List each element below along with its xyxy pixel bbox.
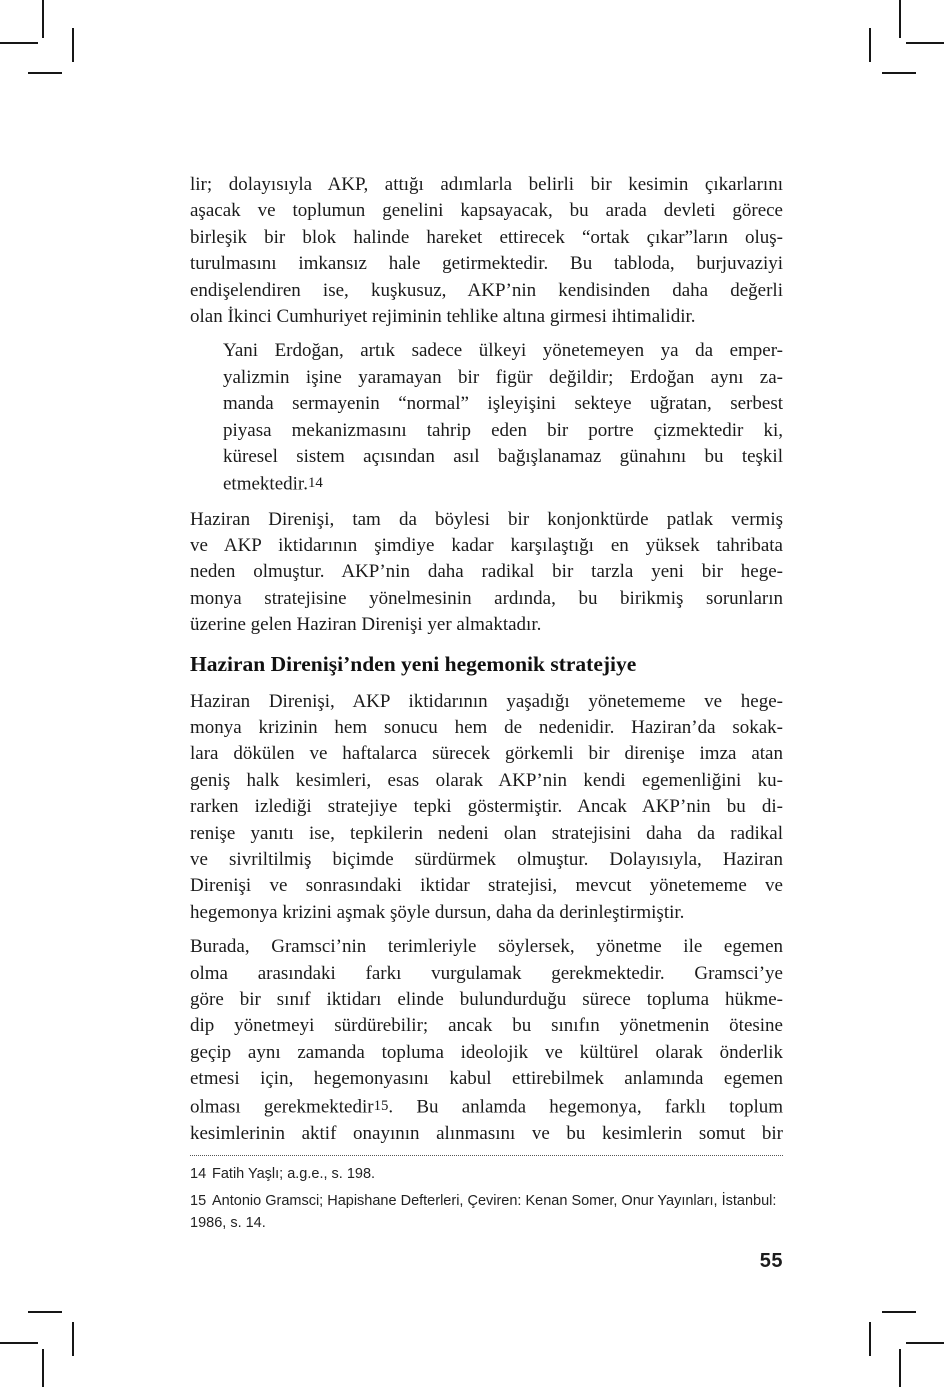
footnote — [190, 1190, 783, 1234]
text-line: ve AKP iktidarının şimdiye kadar karşılaştığı en yüksek tahribata — [190, 534, 783, 556]
text-line: geçip aynı zamanda topluma ideolojik ve kültürel olarak önderlik — [190, 1041, 783, 1063]
text-line: Direnişi ve sonrasındaki iktidar stratejisi, mevcut yönetememe ve — [190, 875, 783, 897]
footnote-ref: 15 — [373, 1097, 389, 1114]
text-line: göre bir sınıf iktidarı elinde bulundurduğu sürece topluma hükme- — [190, 989, 783, 1011]
text-line: kesimlerinin aktif onayının alınmasını ve bu kesimlerin somut bir — [190, 1122, 783, 1144]
body-paragraph — [190, 689, 783, 927]
crop-mark-top-right-vertical — [899, 0, 901, 38]
crop-mark-bottom-right-inner-vertical — [869, 1322, 871, 1356]
text-line: etmesi için, hegemonyasını kabul ettirebilmek anlamında egemen — [190, 1068, 783, 1090]
crop-mark-top-right-inner-vertical — [869, 28, 871, 62]
text-line: küresel sistem açısından asıl bağışlanamaz günahını bu teşkil — [223, 446, 783, 468]
footnote-line: 1986, s. 14. — [190, 1215, 266, 1232]
text-line: lir; dolayısıyla AKP, attığı adımlarla belirli bir kesimin çıkarlarını — [190, 174, 783, 195]
crop-mark-top-right-horizontal — [906, 42, 944, 44]
text-line: üzerine gelen Haziran Direnişi yer almaktadır. — [190, 614, 542, 636]
crop-mark-bottom-left-inner-horizontal — [28, 1311, 62, 1313]
body-paragraph — [190, 934, 783, 1147]
text-line: manda sermayenin “normal” işleyişini sekteye uğratan, serbest — [223, 393, 783, 415]
crop-mark-bottom-left-vertical — [42, 1349, 44, 1387]
crop-mark-bottom-left-horizontal — [0, 1342, 38, 1344]
crop-mark-bottom-right-horizontal — [906, 1342, 944, 1344]
text-line: olma arasındaki farkı vurgulamak gerekmektedir. Gramsci’ye — [190, 962, 783, 984]
text-column — [190, 172, 783, 1273]
footnote — [190, 1163, 783, 1185]
crop-mark-top-left-vertical — [42, 0, 44, 38]
text-line: Haziran Direnişi, AKP iktidarının yaşadığı yönetememe ve hege- — [190, 690, 783, 712]
footnote-separator — [190, 1155, 783, 1156]
text-line: Burada, Gramsci’nin terimleriyle söylersek, yönetme ile egemen — [190, 936, 783, 958]
footnotes — [190, 1163, 783, 1234]
footnote-line: 15 Antonio Gramsci; Hapishane Defterleri, Çeviren: Kenan Somer, Onur Yayınları, İstanbul: — [190, 1190, 783, 1212]
text-line: yalizmin işine yaramayan bir figür değildir; Erdoğan aynı za- — [223, 366, 783, 388]
text-line: aşacak ve toplumun genelini kapsayacak, bu arada devleti görece — [190, 200, 783, 222]
text-line: monya krizinin hem sonucu hem de nedenidir. Haziran’da sokak- — [190, 716, 783, 738]
body-text — [190, 172, 783, 1147]
text-line: neden olmuştur. AKP’nin daha radikal bir tarzla yeni bir hege- — [190, 561, 783, 583]
text-line: dip yönetmeyi sürdürebilir; ancak bu sınıfın yönetmenin ötesine — [190, 1015, 783, 1037]
text-line: olan İkinci Cumhuriyet rejiminin tehlike altına girmesi ihtimalidir. — [190, 306, 696, 328]
text-line: birleşik bir blok halinde hareket ettirecek “ortak çıkar”ların oluş- — [190, 226, 783, 248]
crop-mark-top-left-horizontal — [0, 42, 38, 44]
text-line: geniş halk kesimleri, esas olarak AKP’nin kendi egemenliğini ku- — [190, 769, 783, 791]
text-line: Yani Erdoğan, artık sadece ülkeyi yönetemeyen ya da emper- — [223, 340, 783, 362]
crop-mark-bottom-left-inner-vertical — [72, 1322, 74, 1356]
text-line: Haziran Direnişi, tam da böylesi bir konjonktürde patlak vermiş — [190, 508, 783, 530]
block-quote — [190, 338, 783, 498]
body-paragraph — [190, 172, 783, 330]
text-line: monya stratejisine yönelmesinin ardında, bu birikmiş sorunların — [190, 587, 783, 609]
text-line: turulmasını imkansız hale getirmektedir. Bu tabloda, burjuvaziyi — [190, 253, 783, 275]
body-paragraph — [190, 507, 783, 639]
crop-mark-top-left-inner-vertical — [72, 28, 74, 62]
text-line: ve sivriltilmiş biçimde sürdürmek olmuştur. Dolayısıyla, Haziran — [190, 849, 783, 870]
text-line: rarken izlediği stratejiye tepki göstermiştir. Ancak AKP’nin bu di- — [190, 796, 783, 818]
crop-mark-top-right-inner-horizontal — [882, 72, 916, 74]
section-heading: Haziran Direnişi’nden yeni hegemonik stratejiye — [190, 651, 637, 676]
crop-mark-bottom-right-vertical — [899, 1349, 901, 1387]
crop-mark-bottom-right-inner-horizontal — [882, 1311, 916, 1313]
crop-mark-top-left-inner-horizontal — [28, 72, 62, 74]
text-line: olması gerekmektedir15. Bu anlamda hegemonya, farklı toplum — [190, 1096, 783, 1118]
text-line: lara dökülen ve haftalarca sürecek görkemli bir direnişe imza atan — [190, 743, 783, 765]
footnote-number: 15 — [190, 1193, 207, 1210]
text-line: etmektedir.14 — [223, 474, 323, 496]
text-line: renişe yanıtı ise, tepkilerin nedeni olan stratejisini daha da radikal — [190, 822, 783, 844]
footnote-number: 14 — [190, 1166, 207, 1183]
page-number: 55 — [759, 1250, 783, 1273]
footnote-ref: 14 — [307, 475, 323, 492]
footnote-line: 14 Fatih Yaşlı; a.g.e., s. 198. — [190, 1163, 783, 1185]
text-line: piyasa mekanizmasını tahrip eden bir portre çizmektedir ki, — [223, 419, 783, 441]
text-line: endişelendiren ise, kuşkusuz, AKP’nin kendisinden daha değerli — [190, 279, 783, 301]
text-line: hegemonya krizini aşmak şöyle dursun, daha da derinleştirmiştir. — [190, 901, 685, 923]
